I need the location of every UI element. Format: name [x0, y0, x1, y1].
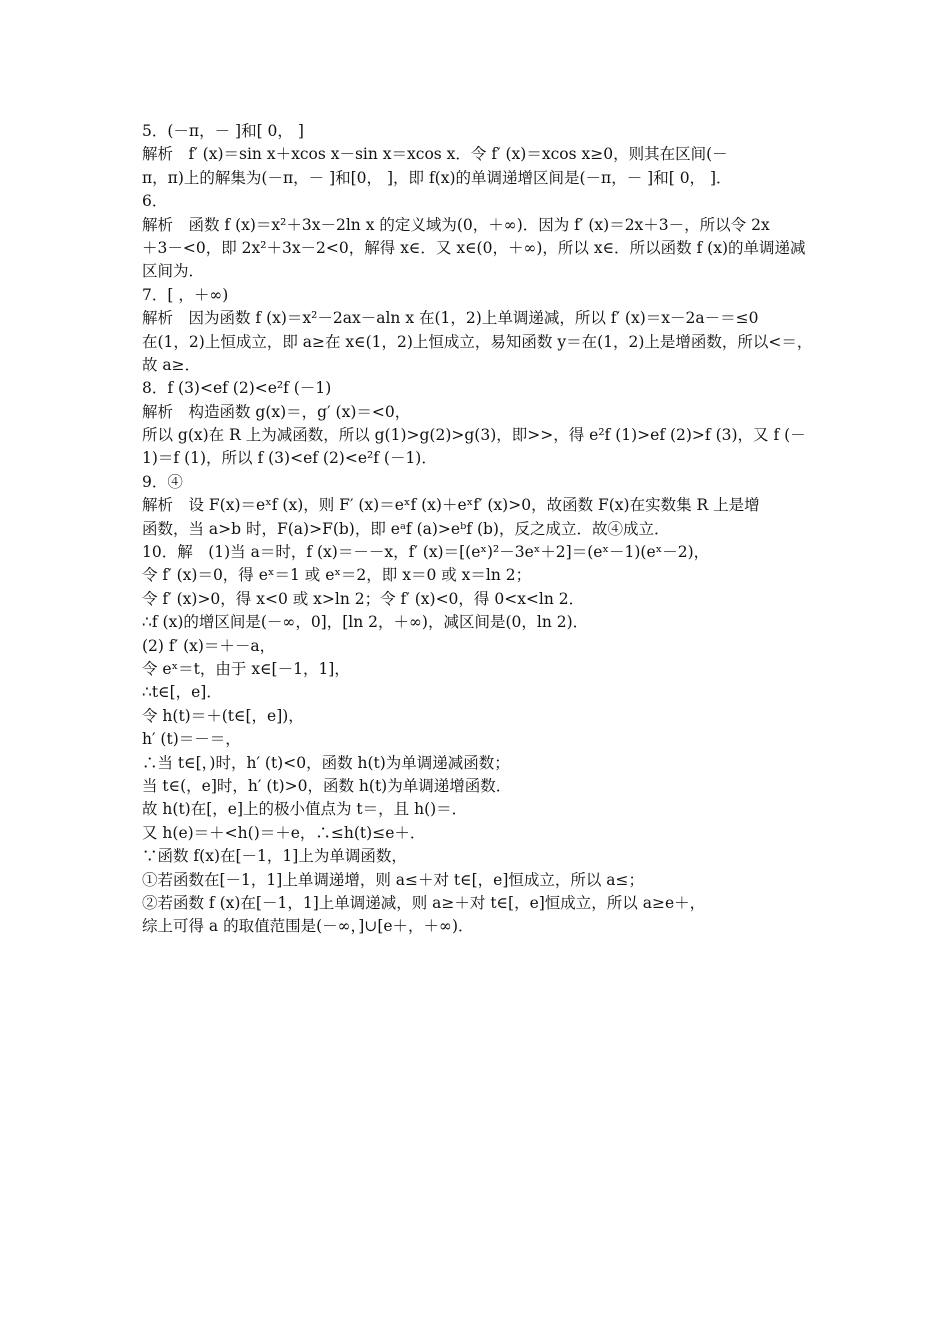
answer-8-analysis-line-1: 解析 构造函数 g(x)＝，g′ (x)＝<0， [142, 402, 411, 421]
answer-10-line-4: ∴f (x)的增区间是(－∞，0]，[ln 2，＋∞)，减区间是(0，ln 2)． [142, 613, 589, 632]
answer-10-line-14: ∵函数 f(x)在[－1，1]上为单调函数， [142, 847, 407, 866]
answer-10-line-10: ∴当 t∈[，)时，h′ (t)<0，函数 h(t)为单调递减函数； [142, 753, 510, 772]
answer-7-analysis-line-3: 故 a≥． [142, 355, 201, 374]
answer-6-analysis-line-3: 区间为． [142, 262, 205, 281]
answer-10-line-7: ∴t∈[，e]． [142, 683, 222, 702]
answer-10-line-5: (2) f′ (x)＝＋－a， [142, 636, 276, 655]
answer-10-line-3: 令 f′ (x)>0，得 x<0 或 x>ln 2；令 f′ (x)<0，得 0<x<ln 2． [142, 589, 585, 608]
answer-10-line-1: 10．解 (1)当 a＝时，f (x)＝－－x，f′ (x)＝[(eˣ)²－3eˣ＋2]＝(eˣ－1)(eˣ－2)， [142, 543, 710, 562]
answer-9-analysis-line-1: 解析 设 F(x)＝eˣf (x)，则 F′ (x)＝eˣf (x)＋eˣf′ (x)>0，故函数 F(x)在实数集 R 上是增 [142, 496, 760, 515]
answer-10-line-6: 令 eˣ＝t，由于 x∈[－1，1]， [142, 659, 350, 678]
answer-8-analysis-line-3: 1)＝f (1)，所以 f (3)<ef (2)<e²f (－1)． [142, 449, 437, 468]
answer-9-analysis-line-2: 函数，当 a>b 时，F(a)>F(b)，即 eᵃf (a)>eᵇf (b)，反之成立．故④成立． [142, 519, 670, 538]
answer-10-line-8: 令 h(t)＝＋(t∈[，e])， [142, 706, 304, 725]
answer-5-analysis-line-1: 解析 f′ (x)＝sin x＋xcos x－sin x＝xcos x．令 f′ (x)＝xcos x≥0，则其在区间(－ [142, 145, 728, 164]
answer-10-line-11: 当 t∈(，e]时，h′ (t)>0，函数 h(t)为单调递增函数． [142, 776, 512, 795]
answer-10-line-9: h′ (t)＝－＝， [142, 730, 241, 749]
answer-5-header: 5．(－π，－ ]和[ 0， ] [142, 122, 304, 140]
answer-7-analysis-line-1: 解析 因为函数 f (x)＝x²－2ax－aln x 在(1，2)上单调递减，所以 f′ (x)＝x－2a－＝≤0 [142, 309, 759, 328]
answer-6-analysis-line-1: 解析 函数 f (x)＝x²＋3x－2ln x 的定义域为(0，＋∞)．因为 f′ (x)＝2x＋3－，所以令 2x [142, 215, 770, 234]
answer-10-line-2: 令 f′ (x)＝0，得 eˣ＝1 或 eˣ＝2，即 x＝0 或 x＝ln 2； [142, 566, 532, 585]
document-body [142, 120, 832, 939]
answer-10-line-17: 综上可得 a 的取值范围是(－∞，]∪[e＋，＋∞)． [142, 917, 474, 936]
answer-7-header: 7．[ ，＋∞) [142, 285, 229, 304]
answer-5-analysis-line-2: π，π)上的解集为(－π，－ ]和[0， ]，即 f(x)的单调递增区间是(－π，－ ]和[ 0， ]． [142, 168, 732, 187]
answer-10-line-16: ②若函数 f (x)在[－1，1]上单调递减，则 a≥＋对 t∈[，e]恒成立，所以 a≥e＋， [142, 893, 706, 912]
answer-10-line-13: 又 h(e)＝＋<h()＝＋e，∴≤h(t)≤e＋． [142, 823, 426, 842]
answer-10-line-12: 故 h(t)在[，e]上的极小值点为 t＝，且 h()＝． [142, 800, 468, 819]
answer-7-analysis-line-2: 在(1，2)上恒成立，即 a≥在 x∈(1，2)上恒成立，易知函数 y＝在(1，2)上是增函数，所以<＝， [142, 332, 813, 351]
answer-6-header: 6． [142, 192, 168, 211]
answer-8-header: 8．f (3)<ef (2)<e²f (－1) [142, 379, 332, 398]
answer-10-line-15: ①若函数在[－1，1]上单调递增，则 a≤＋对 t∈[，e]恒成立，所以 a≤； [142, 870, 645, 889]
answer-8-analysis-line-2: 所以 g(x)在 R 上为减函数，所以 g(1)>g(2)>g(3)，即>>，得 e²f (1)>ef (2)>f (3)，又 f (－ [142, 426, 806, 445]
answer-9-header: 9．④ [142, 472, 183, 491]
answer-6-analysis-line-2: ＋3－<0，即 2x²＋3x－2<0，解得 x∈．又 x∈(0，＋∞)，所以 x∈．所以函数 f (x)的单调递减 [142, 238, 806, 257]
